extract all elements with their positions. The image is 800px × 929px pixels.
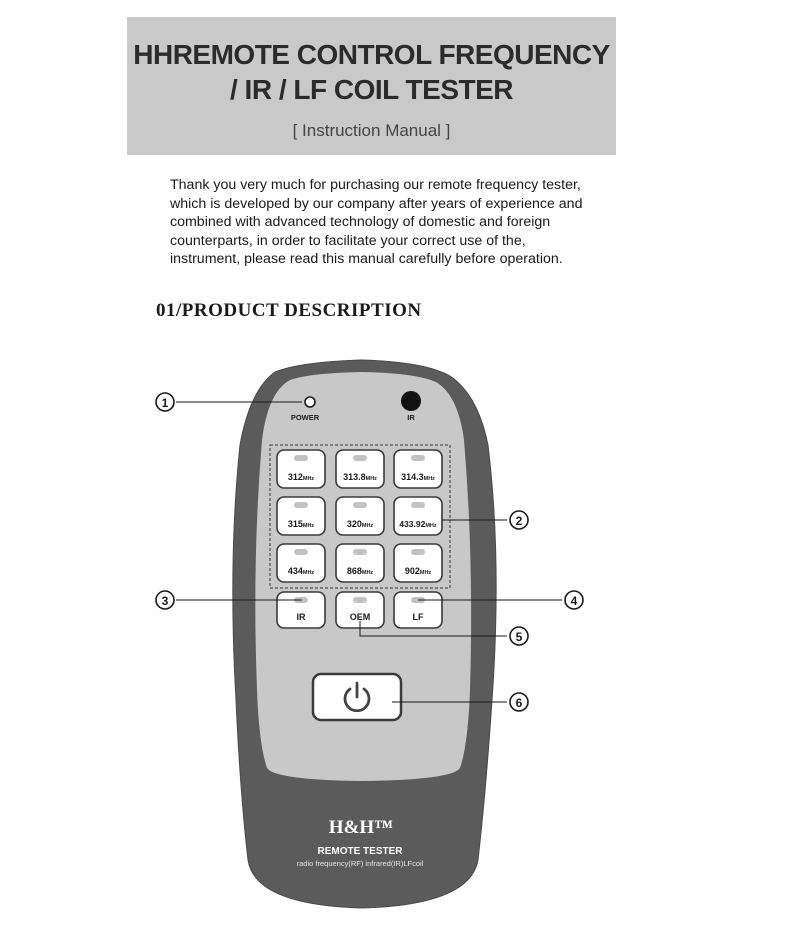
frequency-label: 902MHz — [404, 566, 432, 576]
mode-label: OEM — [349, 612, 371, 622]
frequency-button[interactable] — [336, 497, 384, 535]
led-indicator — [353, 455, 367, 461]
frequency-button[interactable] — [336, 544, 384, 582]
frequency-button[interactable] — [336, 450, 384, 488]
svg-text:2: 2 — [515, 514, 523, 528]
lf-mode-button[interactable] — [394, 592, 442, 628]
led-indicator — [411, 549, 425, 555]
frequency-button[interactable] — [394, 450, 442, 488]
led-indicator — [411, 455, 425, 461]
frequency-button[interactable] — [394, 497, 442, 535]
frequency-button[interactable] — [277, 497, 325, 535]
svg-text:1: 1 — [161, 396, 169, 410]
intro-line: Thank you very much for purchasing our remote frequency tester, — [170, 177, 581, 193]
frequency-label: 314.3MHz — [401, 472, 435, 482]
frequency-button[interactable] — [394, 544, 442, 582]
subtitle: [ Instruction Manual ] — [292, 121, 451, 140]
power-label: POWER — [290, 413, 320, 422]
section-heading: 01/PRODUCT DESCRIPTION — [156, 300, 422, 321]
frequency-label: 433.92MHz — [399, 519, 437, 529]
ir-mode-button[interactable] — [277, 592, 325, 628]
led-indicator — [353, 502, 367, 508]
led-indicator — [353, 597, 367, 603]
led-indicator — [353, 549, 367, 555]
frequency-button[interactable] — [277, 544, 325, 582]
power-button[interactable] — [313, 674, 401, 720]
led-indicator — [294, 502, 308, 508]
callout-3 — [156, 591, 174, 609]
model-label: REMOTE TESTER — [317, 846, 403, 857]
ir-emitter-icon — [401, 391, 421, 411]
frequency-label: 320MHz — [346, 519, 374, 529]
mode-label: LF — [412, 612, 424, 622]
led-indicator — [411, 502, 425, 508]
frequency-button[interactable] — [277, 450, 325, 488]
callout-5 — [510, 627, 528, 645]
callout-2 — [510, 511, 528, 529]
svg-text:4: 4 — [570, 594, 578, 608]
frequency-label: 434MHz — [287, 566, 315, 576]
svg-text:5: 5 — [515, 630, 523, 644]
svg-text:3: 3 — [161, 594, 169, 608]
power-led-icon — [305, 397, 315, 407]
title-line-2: / IR / LF COIL TESTER — [230, 74, 513, 105]
intro-line: which is developed by our company after years of experience and — [170, 195, 583, 212]
brand-logo: H&H™ — [328, 817, 394, 838]
frequency-label: 312MHz — [287, 472, 315, 482]
callout-1 — [156, 393, 174, 411]
title-line-1: HHREMOTE CONTROL FREQUENCY — [133, 39, 610, 70]
led-indicator — [294, 455, 308, 461]
intro-line: counterparts, in order to facilitate your correct use of the, — [170, 232, 526, 249]
intro-line: combined with advanced technology of domestic and foreign — [170, 214, 551, 231]
svg-text:6: 6 — [515, 696, 523, 710]
frequency-label: 315MHz — [287, 519, 315, 529]
frequency-label: 868MHz — [346, 566, 374, 576]
mode-label: IR — [296, 612, 306, 622]
intro-line: instrument, please read this manual carefully before operation. — [170, 251, 563, 268]
ir-label: IR — [407, 413, 415, 422]
callout-6 — [510, 693, 528, 711]
callout-4 — [565, 591, 583, 609]
led-indicator — [294, 549, 308, 555]
tagline: radio frequency(RF) infrared(IR)LFcoil — [296, 859, 424, 868]
frequency-label: 313.8MHz — [343, 472, 377, 482]
